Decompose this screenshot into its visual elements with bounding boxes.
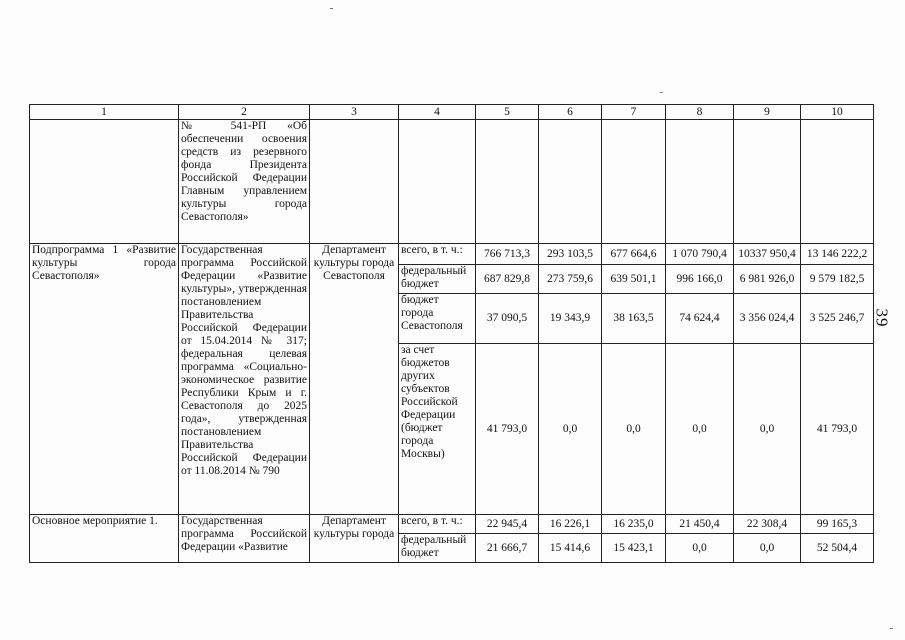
scan-speck <box>660 92 663 93</box>
value-cell: 16 235,0 <box>602 515 666 534</box>
value-cell: 0,0 <box>602 344 666 515</box>
column-number: 2 <box>179 105 310 120</box>
column-number: 6 <box>539 105 602 120</box>
funding-source: федеральный бюджет <box>399 265 476 294</box>
value-cell: 0,0 <box>539 344 602 515</box>
value-cell: 15 423,1 <box>602 534 666 563</box>
value-cell: 15 414,6 <box>539 534 602 563</box>
value-cell: 766 713,3 <box>476 244 539 265</box>
value-cell: 37 090,5 <box>476 294 539 344</box>
value-cell: 99 165,3 <box>801 515 874 534</box>
value-cell: 13 146 222,2 <box>801 244 874 265</box>
value-cell: 6 981 926,0 <box>734 265 801 294</box>
scan-speck <box>890 628 893 629</box>
empty-cell <box>734 120 801 244</box>
value-cell: 3 525 246,7 <box>801 294 874 344</box>
funding-source: федеральный бюджет <box>399 534 476 563</box>
program-funding-table <box>29 104 874 563</box>
value-cell: 1 070 790,4 <box>666 244 734 265</box>
value-cell: 41 793,0 <box>801 344 874 515</box>
column-number: 7 <box>602 105 666 120</box>
value-cell: 639 501,1 <box>602 265 666 294</box>
funding-source: за счет бюджетов других субъектов Российской Федерации (бюджет города Москвы) <box>399 344 476 515</box>
value-cell: 10337 950,4 <box>734 244 801 265</box>
value-cell: 3 356 024,4 <box>734 294 801 344</box>
value-cell: 21 666,7 <box>476 534 539 563</box>
value-cell: 293 103,5 <box>539 244 602 265</box>
main-event-executor: Департамент культуры города <box>310 515 399 563</box>
empty-cell <box>476 120 539 244</box>
value-cell: 41 793,0 <box>476 344 539 515</box>
column-number: 10 <box>801 105 874 120</box>
value-cell: 273 759,6 <box>539 265 602 294</box>
subprogram-basis: Государственная программа Российской Федерации «Развитие культуры», утвержденная постановлением Правительства Российской Федерации от 15.04.2014 № 317; федеральная целевая программа «Социально-экономическое развитие Республики Крым и г. Севастополя до 2025 года», утвержденная постановлением Правительства Российской Федерации от 11.08.2014 № 790 <box>179 244 310 515</box>
column-number-row <box>30 105 874 120</box>
value-cell: 38 163,5 <box>602 294 666 344</box>
empty-cell <box>602 120 666 244</box>
value-cell: 0,0 <box>666 344 734 515</box>
value-cell: 16 226,1 <box>539 515 602 534</box>
column-number: 4 <box>399 105 476 120</box>
basis-text-continued: № 541-РП «Об обеспечении освоения средств из резервного фонда Президента Российской Федерации Главным управлением культуры города Севастополя» <box>179 120 310 244</box>
column-number: 1 <box>30 105 179 120</box>
funding-source: всего, в т. ч.: <box>399 515 476 534</box>
value-cell: 677 664,6 <box>602 244 666 265</box>
table-row <box>30 515 874 534</box>
empty-cell <box>30 120 179 244</box>
value-cell: 687 829,8 <box>476 265 539 294</box>
value-cell: 9 579 182,5 <box>801 265 874 294</box>
empty-cell <box>666 120 734 244</box>
value-cell: 74 624,4 <box>666 294 734 344</box>
page-number: 39 <box>872 308 892 328</box>
column-number: 5 <box>476 105 539 120</box>
value-cell: 22 308,4 <box>734 515 801 534</box>
column-number: 9 <box>734 105 801 120</box>
continuation-row <box>30 120 874 244</box>
value-cell: 0,0 <box>666 534 734 563</box>
funding-source: бюджет города Севастополя <box>399 294 476 344</box>
value-cell: 22 945,4 <box>476 515 539 534</box>
empty-cell <box>310 120 399 244</box>
column-number: 3 <box>310 105 399 120</box>
main-event-basis: Государственная программа Российской Федерации «Развитие <box>179 515 310 563</box>
empty-cell <box>539 120 602 244</box>
funding-source: всего, в т. ч.: <box>399 244 476 265</box>
value-cell: 21 450,4 <box>666 515 734 534</box>
value-cell: 52 504,4 <box>801 534 874 563</box>
value-cell: 0,0 <box>734 344 801 515</box>
subprogram-executor: Департамент культуры города Севастополя <box>310 244 399 515</box>
value-cell: 996 166,0 <box>666 265 734 294</box>
empty-cell <box>399 120 476 244</box>
empty-cell <box>801 120 874 244</box>
value-cell: 0,0 <box>734 534 801 563</box>
column-number: 8 <box>666 105 734 120</box>
subprogram-name: Подпрограмма 1 «Развитие культуры города Севастополя» <box>30 244 179 515</box>
value-cell: 19 343,9 <box>539 294 602 344</box>
main-event-name: Основное мероприятие 1. <box>30 515 179 563</box>
table-row <box>30 244 874 265</box>
scan-speck <box>330 8 333 9</box>
